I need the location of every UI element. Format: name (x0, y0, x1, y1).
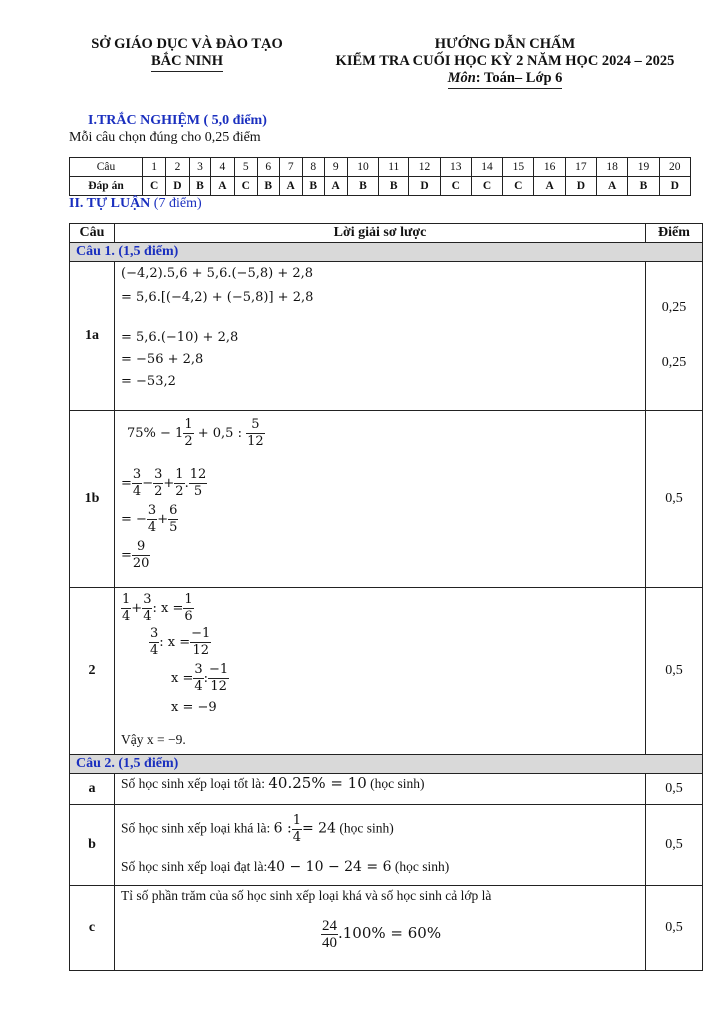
denominator: 4 (194, 679, 203, 694)
question-number-cell: 20 (659, 158, 690, 177)
numerator: 9 (132, 539, 151, 556)
step-line (149, 626, 211, 659)
solution-2a (115, 774, 646, 805)
answer-cell: A (597, 177, 628, 196)
fraction (174, 467, 184, 500)
question-number-cell: 16 (534, 158, 565, 177)
part2-title-text: II. TỰ LUẬN (69, 196, 151, 211)
fraction (132, 539, 151, 572)
answer-key-answers-row (70, 177, 691, 196)
part2-points: (7 điểm) (153, 196, 202, 211)
question-number-cell: 9 (324, 158, 347, 177)
denominator: 12 (247, 434, 264, 449)
solution-header-row (70, 224, 703, 243)
numerator: −1 (209, 662, 229, 677)
step-line: Tỉ số phần trăm của số học sinh xếp loại khá và số học sinh cả lớp là (121, 888, 492, 903)
expr-text: + (163, 476, 175, 491)
answer-cell: B (189, 177, 211, 196)
solution-table (69, 223, 703, 971)
math: 40.25% = 10 (268, 774, 367, 792)
denominator: 4 (150, 643, 159, 658)
step-line: = 5,6.(−10) + 2,8 (121, 330, 239, 345)
step-line (321, 918, 441, 951)
question-number-cell: 1 (143, 158, 166, 177)
solution-row-1b (70, 411, 703, 588)
answer-cell: B (257, 177, 279, 196)
expr-text: . (184, 476, 189, 491)
numerator: 5 (246, 417, 265, 434)
denominator: 5 (169, 520, 178, 535)
denominator: 5 (193, 484, 203, 499)
question-number-cell: 10 (347, 158, 378, 177)
denominator: 12 (192, 643, 210, 658)
unit: (học sinh) (339, 820, 394, 836)
numerator: 24 (322, 918, 337, 934)
fraction (121, 592, 131, 625)
solution-2 (115, 588, 646, 755)
row-label: 2 (70, 588, 115, 755)
numerator: 3 (194, 662, 203, 677)
question-number-cell: 15 (503, 158, 534, 177)
fraction (132, 467, 142, 500)
fraction (149, 626, 159, 659)
question-number-cell: 6 (257, 158, 279, 177)
denominator: 4 (292, 830, 301, 845)
numerator: 3 (150, 626, 159, 641)
solution-row-1a (70, 262, 703, 411)
denominator: 20 (132, 556, 150, 571)
numerator: 1 (122, 592, 131, 607)
expr-text: + (157, 512, 169, 527)
denominator: 2 (184, 434, 193, 449)
fraction (183, 417, 193, 450)
score: 0,5 (646, 774, 703, 805)
fraction (321, 918, 338, 951)
solution-row-2 (70, 588, 703, 755)
subject-line (448, 70, 563, 89)
part2-title (69, 196, 202, 212)
answer-cell: C (440, 177, 471, 196)
numerator: 1 (184, 417, 193, 432)
answer-cell: B (302, 177, 324, 196)
answer-key-numbers-row (70, 158, 691, 177)
answer-key-row-label: Đáp án (70, 177, 143, 196)
fraction (168, 503, 178, 536)
question-number-cell: 7 (279, 158, 302, 177)
score: 0,5 (646, 805, 703, 886)
answer-cell: C (471, 177, 502, 196)
fraction (190, 626, 211, 659)
answer-cell: A (279, 177, 302, 196)
answer-cell: D (409, 177, 440, 196)
fraction (183, 592, 193, 625)
question-number-cell: 8 (302, 158, 324, 177)
doc-title-block (300, 36, 710, 89)
numerator: 1 (292, 813, 301, 828)
step-line: (−4,2).5,6 + 5,6.(−5,8) + 2,8 (121, 266, 314, 281)
expr-text: : x = (159, 635, 191, 650)
numerator: 3 (143, 592, 152, 607)
math: .100% = 60% (338, 923, 442, 942)
step-line: x = −9 (171, 700, 217, 715)
doc-title: HƯỚNG DẪN CHẤM (434, 36, 576, 52)
math: 6 : (273, 820, 292, 837)
solution-row-2a (70, 774, 703, 805)
step-line (121, 592, 194, 625)
question-number-cell: 3 (189, 158, 211, 177)
expr-text: 75% − 1 (127, 426, 184, 441)
denominator: 12 (210, 679, 227, 694)
numerator: 12 (189, 467, 207, 482)
score: 0,5 (646, 588, 703, 755)
answer-key-row-label: Câu (70, 158, 143, 177)
answer-cell: D (166, 177, 189, 196)
question-1-heading: Câu 1. (1,5 điểm) (70, 243, 703, 262)
step-line (127, 417, 265, 450)
answer-cell: B (628, 177, 659, 196)
answer-key-table (69, 157, 691, 196)
step-line (121, 467, 207, 500)
score: 0,5 (646, 411, 703, 588)
subject-label: Môn (447, 70, 476, 86)
org-line-2: BẮC NINH (151, 53, 223, 72)
denominator: 4 (122, 609, 131, 624)
unit: (học sinh) (394, 859, 450, 874)
math: 40 − 10 − 24 = 6 (267, 859, 392, 875)
row-label: 1a (70, 262, 115, 411)
row-label: 1b (70, 411, 115, 588)
fraction (208, 662, 229, 695)
math: = 24 (301, 820, 336, 837)
answer-cell: C (234, 177, 257, 196)
question-number-cell: 12 (409, 158, 440, 177)
subject-value: : Toán– Lớp 6 (475, 70, 563, 86)
text: Số học sinh xếp loại tốt là: (121, 776, 265, 791)
fraction (193, 662, 203, 695)
numerator: 3 (154, 467, 163, 482)
step-line (121, 774, 425, 792)
org-line-1: SỞ GIÁO DỤC VÀ ĐÀO TẠO (91, 36, 283, 52)
solution-2b (115, 805, 646, 886)
part1-note: Mỗi câu chọn đúng cho 0,25 điểm (69, 130, 261, 145)
answer-cell: C (503, 177, 534, 196)
row-label: c (70, 886, 115, 971)
solution-row-2b (70, 805, 703, 886)
answer-cell: A (534, 177, 565, 196)
part1-title: I.TRẮC NGHIỆM ( 5,0 điểm) (88, 113, 267, 128)
denominator: 40 (322, 935, 337, 951)
step-line (121, 503, 178, 536)
expr-text: = (121, 476, 132, 491)
step-line: = 5,6.[(−4,2) + (−5,8)] + 2,8 (121, 290, 314, 305)
text: Số học sinh xếp loại đạt là: (121, 859, 268, 874)
expr-text: = − (121, 512, 147, 527)
expr-text: − (142, 476, 154, 491)
solution-1b (115, 411, 646, 588)
score: 0,5 (646, 886, 703, 971)
question-number-cell: 14 (471, 158, 502, 177)
answer-cell: D (565, 177, 596, 196)
question-number-cell: 5 (234, 158, 257, 177)
numerator: −1 (191, 626, 211, 641)
expr-text: + 0,5 : (193, 426, 247, 441)
score: 0,25 (661, 355, 687, 370)
question-2-heading-row (70, 755, 703, 774)
expr-text: x = (171, 671, 194, 686)
fraction (189, 467, 208, 500)
step-line (121, 539, 150, 572)
denominator: 6 (184, 609, 193, 624)
numerator: 3 (132, 467, 142, 482)
row-label: a (70, 774, 115, 805)
denominator: 4 (132, 484, 142, 499)
text: Số học sinh xếp loại khá là: (121, 820, 271, 836)
score-cell (646, 262, 703, 411)
question-number-cell: 4 (211, 158, 234, 177)
solution-2c (115, 886, 646, 971)
numerator: 3 (147, 503, 157, 518)
question-number-cell: 11 (379, 158, 409, 177)
expr-text: = (121, 548, 132, 563)
numerator: 6 (169, 503, 178, 518)
question-number-cell: 2 (166, 158, 189, 177)
answer-cell: A (211, 177, 234, 196)
fraction (292, 813, 302, 846)
numerator: 1 (175, 467, 184, 482)
answer-cell: B (347, 177, 378, 196)
denominator: 4 (147, 520, 157, 535)
question-2-heading: Câu 2. (1,5 điểm) (70, 755, 703, 774)
step-line: = −53,2 (121, 374, 176, 389)
step-line (171, 662, 229, 695)
numerator: 1 (184, 592, 193, 607)
expr-text: : x = (152, 601, 184, 616)
col-header-solution: Lời giải sơ lược (115, 224, 646, 243)
question-number-cell: 19 (628, 158, 659, 177)
answer-cell: B (379, 177, 409, 196)
question-1-heading-row (70, 243, 703, 262)
expr-text: : (203, 671, 209, 686)
answer-cell: D (659, 177, 690, 196)
question-number-cell: 18 (597, 158, 628, 177)
col-header-score: Điểm (646, 224, 703, 243)
fraction (246, 417, 265, 450)
answer-cell: C (143, 177, 166, 196)
score: 0,25 (661, 300, 687, 315)
fraction (147, 503, 157, 536)
denominator: 2 (175, 484, 184, 499)
solution-row-2c (70, 886, 703, 971)
answer-cell: A (324, 177, 347, 196)
solution-1a (115, 262, 646, 411)
expr-text: + (131, 601, 143, 616)
question-number-cell: 13 (440, 158, 471, 177)
fraction (153, 467, 163, 500)
step-line (121, 813, 394, 846)
step-line (121, 859, 449, 875)
step-line: = −56 + 2,8 (121, 352, 204, 367)
conclusion: Vậy x = −9. (121, 732, 186, 747)
denominator: 4 (143, 609, 152, 624)
question-number-cell: 17 (565, 158, 596, 177)
fraction (142, 592, 152, 625)
denominator: 2 (154, 484, 163, 499)
unit: (học sinh) (370, 776, 425, 791)
col-header-cau: Câu (70, 224, 115, 243)
exam-title: KIỂM TRA CUỐI HỌC KỲ 2 NĂM HỌC 2024 – 2025 (335, 53, 675, 69)
row-label: b (70, 805, 115, 886)
org-header (62, 36, 312, 72)
